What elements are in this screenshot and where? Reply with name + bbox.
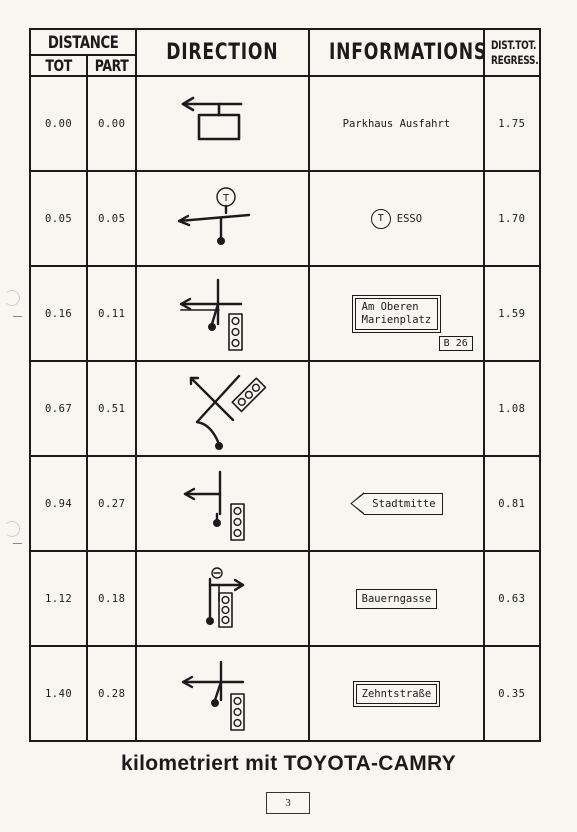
header-part: PART xyxy=(93,55,131,76)
svg-text:T: T xyxy=(222,192,229,204)
direction-sign: Bauerngasse xyxy=(356,589,438,609)
distance-part: 0.51 xyxy=(87,361,136,456)
roadbook-table xyxy=(29,28,541,742)
information-cell xyxy=(309,646,484,741)
direction-cell xyxy=(136,551,309,646)
distance-part: 0.18 xyxy=(87,551,136,646)
federal-road-badge: B 26 xyxy=(439,336,473,351)
direction-cell xyxy=(136,361,309,456)
bear-left-at-traffic-light-icon xyxy=(163,364,283,454)
header-dist-tot-regress: DIST.TOT. REGRESS. xyxy=(490,29,534,76)
fold-mark-top xyxy=(13,316,22,317)
distance-part: 0.27 xyxy=(87,456,136,551)
distance-tot: 1.40 xyxy=(30,646,87,741)
table-row xyxy=(30,361,540,456)
distance-regress: 0.81 xyxy=(484,456,540,551)
distance-part: 0.05 xyxy=(87,171,136,266)
information-cell xyxy=(309,76,484,171)
information-cell xyxy=(309,266,484,361)
distance-tot: 0.67 xyxy=(30,361,87,456)
direction-cell xyxy=(136,266,309,361)
table-row xyxy=(30,76,540,171)
distance-part: 0.28 xyxy=(87,646,136,741)
left-at-crossing-traffic-light-icon xyxy=(163,656,283,732)
sign-line-2: Marienplatz xyxy=(361,313,432,326)
direction-sign xyxy=(355,298,439,330)
table-row xyxy=(30,646,540,741)
header-distance: DISTANCE xyxy=(42,29,125,55)
header-direction: DIRECTION xyxy=(155,29,290,76)
header-informations: INFORMATIONS xyxy=(328,29,464,76)
distance-tot: 0.94 xyxy=(30,456,87,551)
distance-part: 0.11 xyxy=(87,266,136,361)
table-row xyxy=(30,551,540,646)
information-cell xyxy=(309,551,484,646)
left-at-crossing-with-traffic-light-icon xyxy=(163,274,283,354)
info-text: Parkhaus Ausfahrt xyxy=(342,117,451,130)
arrow-left-from-building-icon xyxy=(163,89,283,159)
information-cell xyxy=(309,361,484,456)
fuel-station-t-icon: T xyxy=(371,209,391,229)
table-row xyxy=(30,266,540,361)
information-cell xyxy=(309,456,484,551)
distance-regress: 1.75 xyxy=(484,76,540,171)
distance-regress: 1.59 xyxy=(484,266,540,361)
page-number: 3 xyxy=(266,792,310,814)
distance-regress: 0.63 xyxy=(484,551,540,646)
left-at-t-junction-traffic-light-icon xyxy=(163,466,283,542)
distance-tot: 1.12 xyxy=(30,551,87,646)
header-tot: TOT xyxy=(36,55,81,76)
distance-regress: 1.70 xyxy=(484,171,540,266)
distance-part: 0.00 xyxy=(87,76,136,171)
direction-cell xyxy=(136,456,309,551)
distance-tot: 0.00 xyxy=(30,76,87,171)
direction-sign: Zehntstraße xyxy=(356,684,438,704)
table-row xyxy=(30,171,540,266)
direction-cell xyxy=(136,76,309,171)
sign-line-1: Am Oberen xyxy=(361,300,419,313)
fold-mark-bottom xyxy=(13,543,22,544)
distance-regress: 0.35 xyxy=(484,646,540,741)
turn-left-at-fuel-station-icon xyxy=(163,181,283,257)
right-at-junction-traffic-light-icon xyxy=(163,559,283,639)
information-cell xyxy=(309,171,484,266)
footer-caption: kilometriert mit TOYOTA-CAMRY xyxy=(120,752,456,775)
direction-sign: Stadtmitte xyxy=(364,493,442,515)
direction-cell xyxy=(136,646,309,741)
distance-tot: 0.05 xyxy=(30,171,87,266)
punch-hole-top xyxy=(4,290,20,306)
table-row xyxy=(30,456,540,551)
distance-tot: 0.16 xyxy=(30,266,87,361)
distance-regress: 1.08 xyxy=(484,361,540,456)
direction-cell xyxy=(136,171,309,266)
info-text: ESSO xyxy=(396,212,423,225)
punch-hole-bottom xyxy=(4,521,20,537)
